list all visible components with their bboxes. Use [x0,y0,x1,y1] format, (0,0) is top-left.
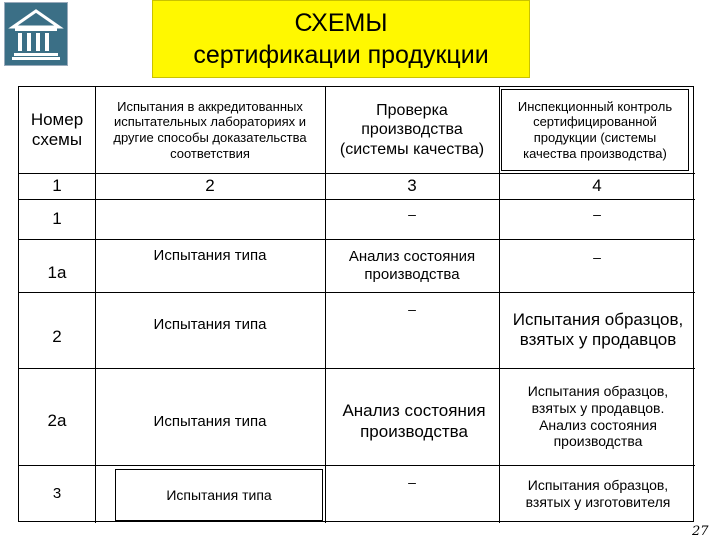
page-subtitle: сертификации продукции [193,41,489,69]
row-2-production: – [408,300,416,317]
row-2-inspection: Испытания образцов, взятых у продавцов [512,309,684,349]
row-3-scheme: 3 [52,485,62,502]
column-number-3: 3 [407,175,417,195]
row-2a-production: Анализ состояния производства [342,401,486,441]
title-box [152,0,530,78]
header-scheme-number: Номер схемы [30,109,84,149]
row-3-testing: Испытания типа [166,486,272,503]
institution-logo [4,2,68,66]
row-1a-production: Анализ состояния производства [348,247,476,283]
row-1-testing [95,199,325,239]
row-3-production: – [408,473,416,490]
row-1a-testing: Испытания типа [153,247,267,264]
header-testing: Испытания в аккредитованных испытательных лабораториях и другие способы доказательства соответствия [113,98,307,161]
row-1a-scheme: 1а [47,263,67,283]
row-2-testing: Испытания типа [153,316,267,333]
row-1-scheme: 1 [52,208,62,228]
column-number-2: 2 [205,175,215,195]
page-number: 27 [692,524,709,539]
page-title: СХЕМЫ [294,9,388,37]
row-1a-inspection: – [593,248,601,265]
header-production-check: Проверка производства (системы качества) [339,102,485,158]
row-1-production: – [408,205,416,222]
row-2a-scheme: 2а [47,411,67,431]
row-2-scheme: 2 [52,326,62,346]
column-number-4: 4 [592,175,602,195]
column-number-1: 1 [52,175,62,195]
row-2a-inspection: Испытания образцов, взятых у продавцов. Анализ состояния производства [527,382,669,450]
row-3-inspection: Испытания образцов, взятых у изготовителя [525,477,671,510]
row-2a-testing: Испытания типа [153,412,267,430]
certification-schemes-table [18,86,694,522]
header-inspection-control: Инспекционный контроль сертифицированной продукции (системы качества производства) [517,98,673,161]
row-1-inspection: – [593,205,601,222]
institution-icon [5,3,67,65]
